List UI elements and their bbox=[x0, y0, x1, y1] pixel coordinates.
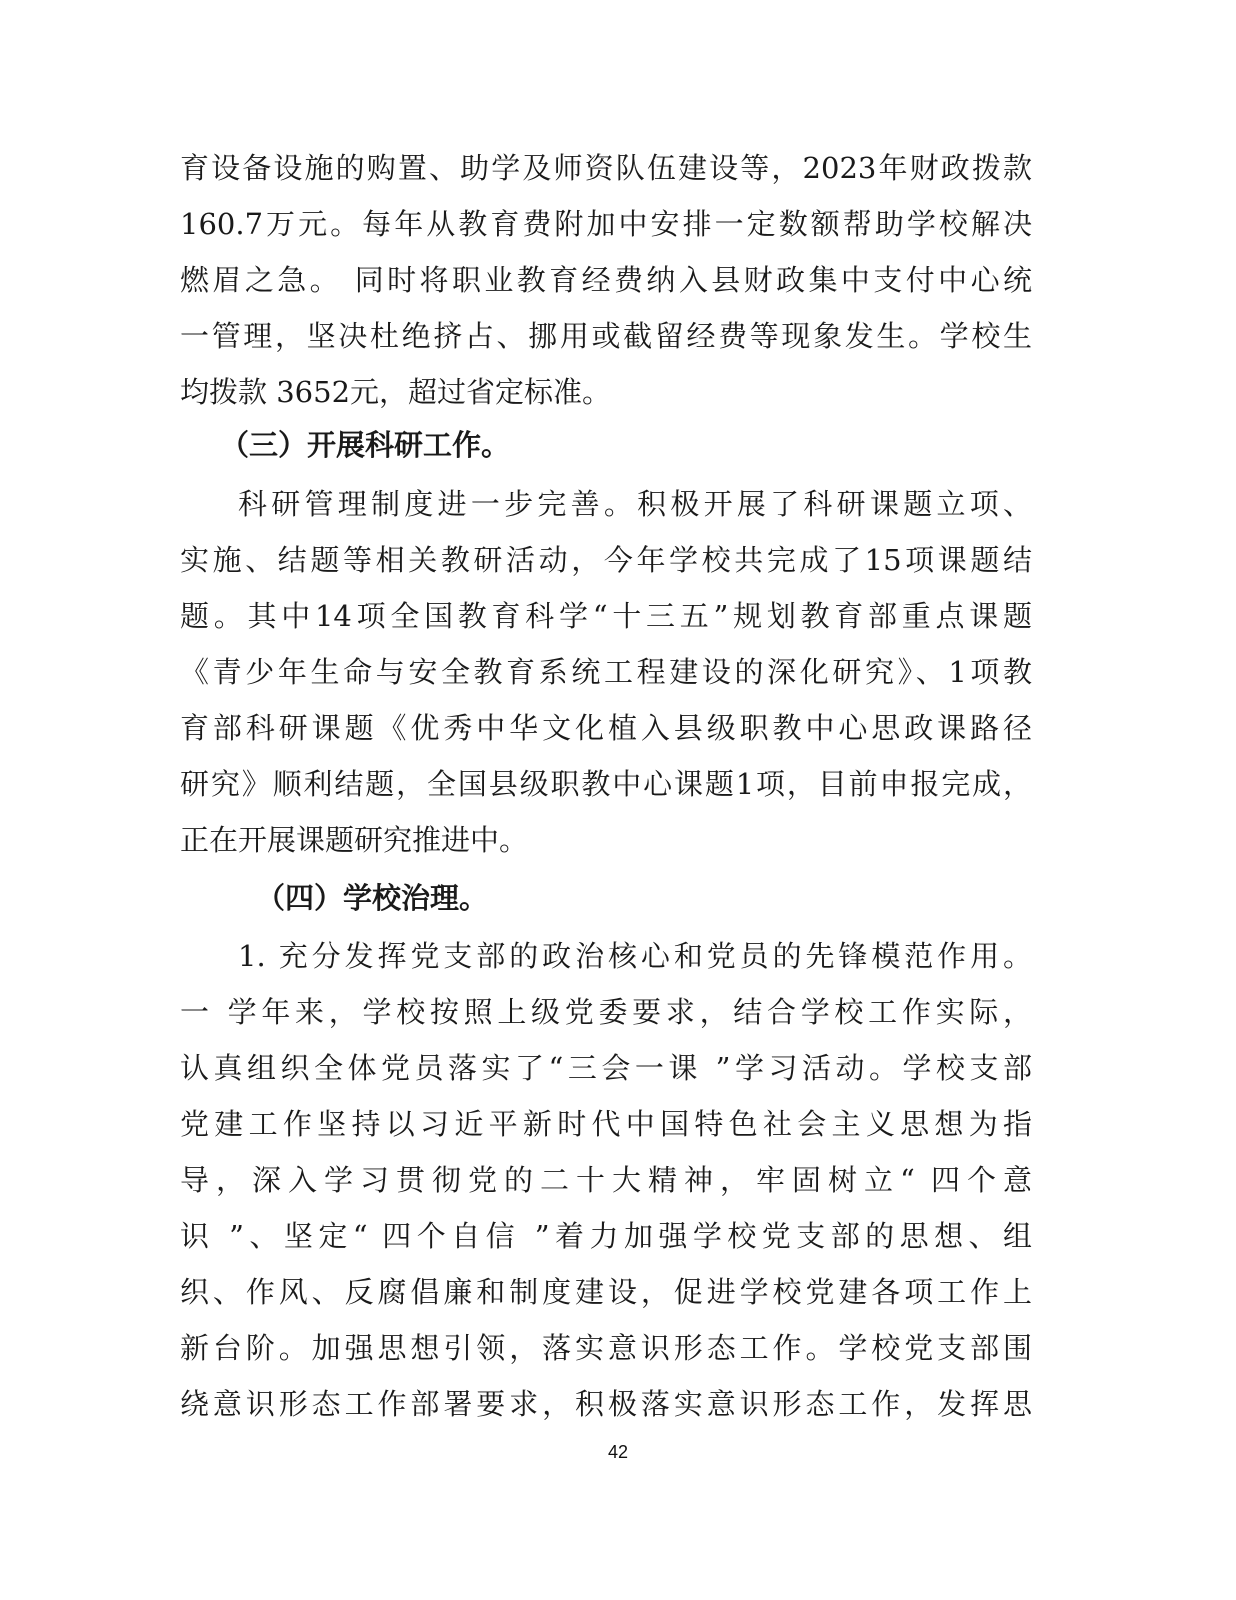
page-content bbox=[180, 140, 1032, 1432]
text-line: 育部科研课题《优秀中华文化植入县级职教中心思政课路径 bbox=[180, 711, 1032, 745]
text-line: 《青少年生命与安全教育系统工程建设的深化研究》、1项教 bbox=[180, 655, 1032, 689]
section-heading-research: （三）开展科研工作。 bbox=[220, 428, 511, 462]
text-line: 认真组织全体党员落实了“三会一课 ”学习活动。学校支部 bbox=[180, 1051, 1032, 1085]
text-line: 1. 充分发挥党支部的政治核心和党员的先锋模范作用。 bbox=[238, 939, 1032, 973]
paragraph-governance bbox=[180, 928, 1032, 1432]
text-line: 育设备设施的购置、助学及师资队伍建设等，2023年财政拨款 bbox=[180, 151, 1032, 185]
paragraph-research bbox=[180, 476, 1032, 868]
text-line: 织、作风、反腐倡廉和制度建设，促进学校党建各项工作上 bbox=[180, 1275, 1032, 1309]
text-line: 一管理，坚决杜绝挤占、挪用或截留经费等现象发生。学校生 bbox=[180, 319, 1032, 353]
text-line: 燃眉之急。 同时将职业教育经费纳入县财政集中支付中心统 bbox=[180, 263, 1032, 297]
text-line: 绕意识形态工作部署要求，积极落实意识形态工作，发挥思 bbox=[180, 1387, 1032, 1421]
text-line: 导，深入学习贯彻党的二十大精神，牢固树立“ 四个意 bbox=[180, 1163, 1032, 1197]
text-line: 新台阶。加强思想引领，落实意识形态工作。学校党支部围 bbox=[180, 1331, 1032, 1365]
paragraph-funding bbox=[180, 140, 1032, 420]
text-line: 科研管理制度进一步完善。积极开展了科研课题立项、 bbox=[238, 487, 1032, 521]
text-line: 题。其中14项全国教育科学“十三五”规划教育部重点课题 bbox=[180, 599, 1032, 633]
text-line: 160.7万元。每年从教育费附加中安排一定数额帮助学校解决 bbox=[180, 207, 1032, 241]
text-line: 党建工作坚持以习近平新时代中国特色社会主义思想为指 bbox=[180, 1107, 1032, 1141]
text-line: 研究》顺利结题，全国县级职教中心课题1项，目前申报完成， bbox=[180, 767, 1032, 801]
text-line: 正在开展课题研究推进中。 bbox=[180, 823, 529, 857]
text-line: 实施、结题等相关教研活动，今年学校共完成了15项课题结 bbox=[180, 543, 1032, 577]
text-line: 一 学年来，学校按照上级党委要求，结合学校工作实际， bbox=[180, 995, 1032, 1029]
text-line: 均拨款 3652元，超过省定标准。 bbox=[180, 375, 612, 409]
page-number: 42 bbox=[607, 1442, 629, 1462]
section-heading-governance: （四）学校治理。 bbox=[256, 881, 489, 915]
text-line: 识 ”、坚定“ 四个自信 ”着力加强学校党支部的思想、组 bbox=[180, 1219, 1032, 1253]
